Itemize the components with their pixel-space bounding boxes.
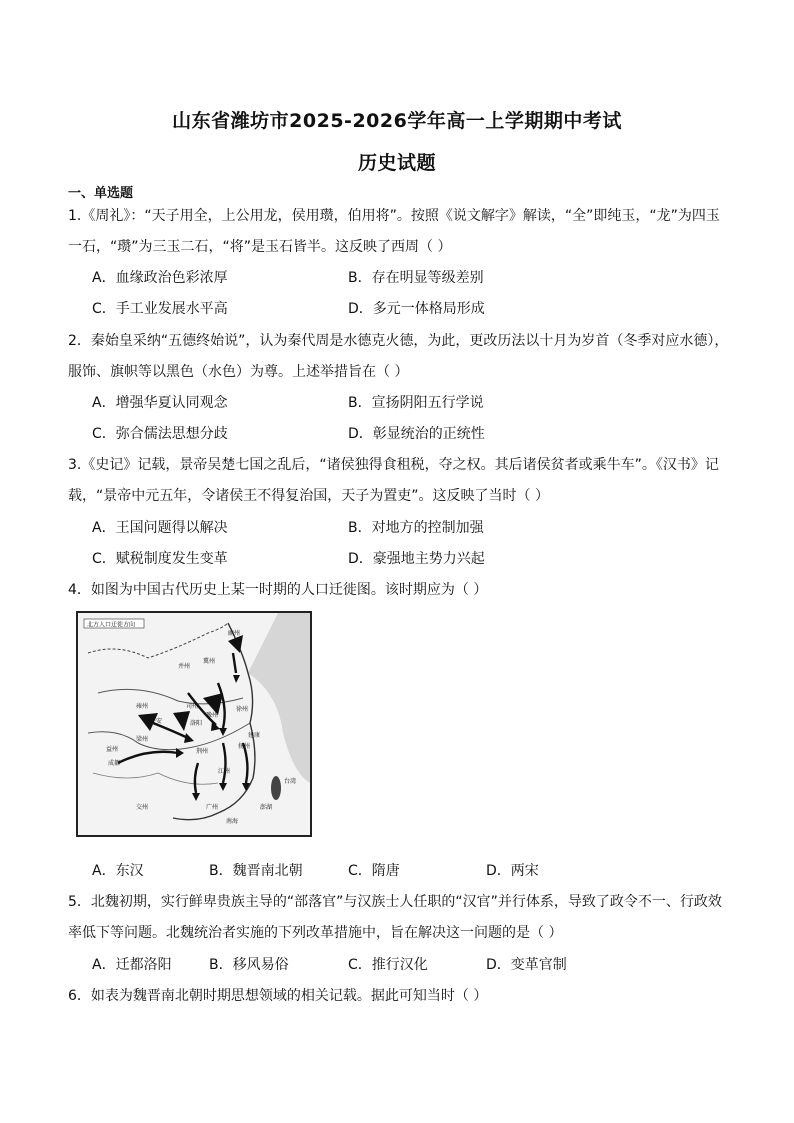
question-4-option-d: D．两宋 [486, 863, 539, 879]
question-5-option-d: D．变革官制 [486, 957, 567, 973]
arrow-head [184, 733, 194, 743]
map-label: 江州 [218, 768, 231, 775]
question-1-option-a: A．血缘政治色彩浓厚 [92, 270, 228, 286]
section-heading: 一、单选题 [68, 186, 134, 201]
question-5-line-2: 率低下等问题。北魏统治者实施的下列改革措施中，旨在解决这一问题的是（ ） [68, 925, 563, 941]
map-label: 成都 [108, 760, 121, 767]
question-3-line-1: 3.《史记》记载，景帝吴楚七国之乱后，“诸侯独得食租税，夺之权。其后诸侯贫者或乘牛车”。《汉书》记 [68, 457, 719, 473]
migration-map [76, 611, 312, 837]
map-label: 洛阳 [190, 720, 203, 727]
question-1-line-2: 一石，“瓒”为三玉二石，“将”是玉石皆半。这反映了西周（ ） [68, 239, 452, 255]
map-label: 幽州 [228, 630, 241, 637]
question-3-option-c: C．赋税制度发生变革 [92, 551, 228, 567]
arrow-fan [173, 711, 190, 731]
question-3-option-a: A．王国问题得以解决 [92, 520, 228, 536]
map-label: 广州 [206, 804, 219, 811]
arrow-head [211, 721, 220, 731]
map-label: 扬州 [238, 743, 251, 750]
map-label: 豫州 [206, 712, 219, 719]
question-1-option-b: B．存在明显等级差别 [348, 270, 484, 286]
arrow [233, 653, 236, 673]
question-5-option-b: B．移风易俗 [209, 957, 289, 973]
arrow [223, 743, 226, 783]
question-5-option-c: C．推行汉化 [348, 957, 428, 973]
map-label: 并州 [178, 663, 191, 670]
question-5-line-1: 5．北魏初期，实行鲜卑贵族主导的“部落官”与汉族士人任职的“汉官”并行体系，导致了政令不一、行政效 [68, 894, 722, 910]
question-5-option-a: A．迁都洛阳 [92, 957, 172, 973]
question-1-option-d: D．多元一体格局形成 [348, 301, 485, 317]
arrow-head [233, 675, 240, 683]
arrow [195, 763, 198, 793]
question-2-option-c: C．弥合儒法思想分歧 [92, 426, 228, 442]
arrow [118, 752, 178, 763]
map-label: 南海 [226, 818, 239, 825]
exam-title: 山东省潍坊市2025-2026学年高一上学期期中考试 [172, 110, 622, 132]
exam-subtitle: 历史试题 [357, 152, 436, 174]
question-2-option-a: A．增强华夏认同观念 [92, 395, 228, 411]
question-2-option-d: D．彰显统治的正统性 [348, 426, 485, 442]
map-label: 梁州 [136, 736, 149, 743]
map-label: 徐州 [236, 706, 249, 713]
map-label: 澎湖 [260, 804, 273, 811]
question-3-line-2: 载，“景帝中元五年，令诸侯王不得复治国，天子为置吏”。这反映了当时（ ） [68, 488, 549, 504]
sea-area [248, 613, 310, 783]
question-2-line-2: 服饰、旗帜等以黑色（水色）为尊。上述举措旨在（ ） [68, 364, 409, 380]
map-label: 交州 [136, 804, 149, 811]
question-2-line-1: 2．秦始皇采纳“五德终始说”，认为秦代周是水德克火德，为此，更改历法以十月为岁首（冬季对应水德）， [68, 333, 729, 349]
arrow-head [192, 793, 200, 801]
map-label: 雍州 [136, 703, 149, 710]
question-1-line-1: 1.《周礼》：“天子用全，上公用龙，侯用瓒，伯用将”。按照《说文解字》解读，“全”即纯玉，“龙”为四玉 [68, 208, 720, 224]
question-6-line-1: 6．如表为魏晋南北朝时期思想领域的相关记载。据此可知当时（ ） [68, 988, 488, 1004]
question-4-option-a: A．东汉 [92, 863, 144, 879]
question-2-option-b: B．宣扬阴阳五行学说 [348, 395, 484, 411]
map-label: 荆州 [196, 748, 209, 755]
map-label: 益州 [106, 746, 119, 753]
question-3-option-b: B．对地方的控制加强 [348, 520, 484, 536]
question-1-option-c: C．手工业发展水平高 [92, 301, 228, 317]
map-label: 台湾 [284, 778, 297, 785]
map-label: 建康 [248, 732, 261, 739]
migration-map-svg [78, 613, 310, 835]
map-label: 长安 [150, 718, 163, 725]
map-label: 司州 [186, 703, 199, 710]
question-4-line-1: 4．如图为中国古代历史上某一时期的人口迁徙图。该时期应为（ ） [68, 582, 488, 598]
map-label: 冀州 [203, 658, 216, 665]
map-legend: 北方人口迁徙方向 [87, 621, 136, 629]
question-3-option-d: D．豪强地主势力兴起 [348, 551, 485, 567]
province-border [93, 773, 218, 784]
question-4-option-c: C．隋唐 [348, 863, 400, 879]
arrow-head [219, 728, 227, 736]
arrow-head [219, 783, 227, 791]
island-taiwan [271, 776, 281, 800]
question-4-option-b: B．魏晋南北朝 [209, 863, 303, 879]
